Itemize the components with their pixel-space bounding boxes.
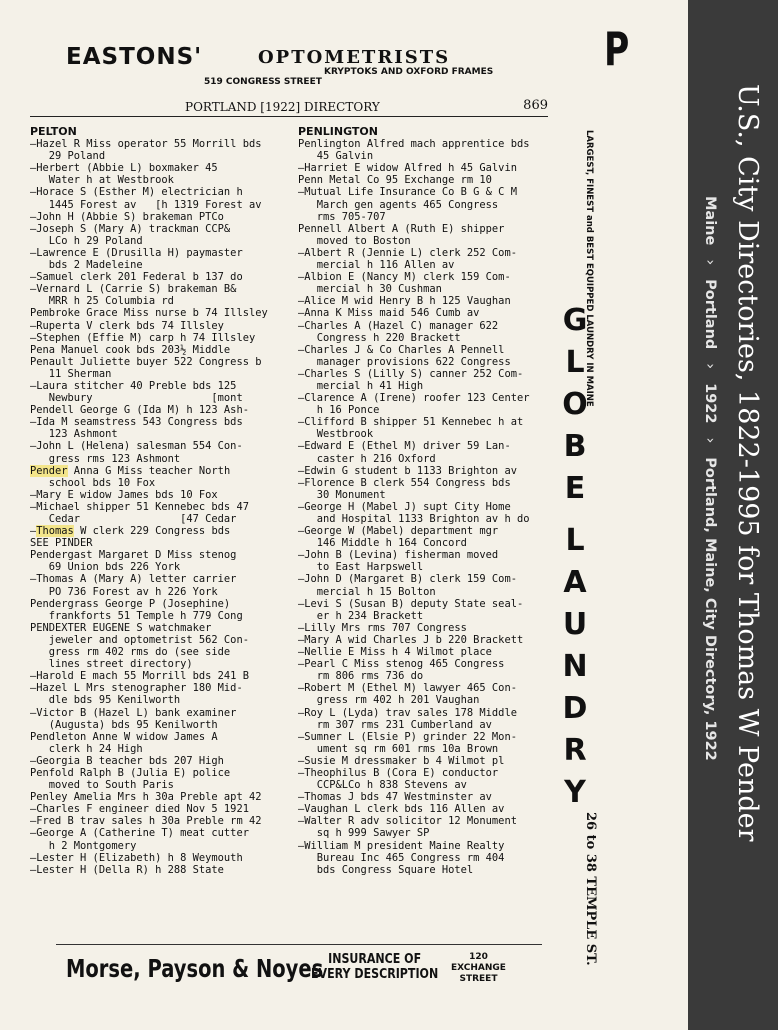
directory-line: mercial h 116 Allen av	[298, 259, 455, 272]
globe-laundry-letter: N	[562, 649, 588, 684]
directory-line: gress rms 123 Ashmont	[30, 452, 181, 465]
eastons-header-ad	[66, 44, 536, 88]
directory-line: —Clifford B shipper 51 Kennebec h at	[298, 416, 524, 429]
directory-line: —Victor B (Hazel L) bank examiner	[30, 706, 237, 719]
directory-line: —Ida M seamstress 543 Congress bds	[30, 416, 243, 429]
directory-line: Westbrook	[298, 428, 374, 441]
directory-line: CCP&LCo h 838 Stevens av	[298, 779, 467, 792]
directory-line: March gen agents 465 Congress	[298, 198, 499, 211]
directory-line: bds 2 Madeleine	[30, 259, 143, 272]
directory-line: Pender Anna G Miss teacher North	[30, 464, 231, 477]
directory-line: —Ruperta V clerk bds 74 Illsley	[30, 319, 224, 332]
directory-line: school bds 10 Fox	[30, 476, 156, 489]
directory-line: —Georgia B teacher bds 207 High	[30, 754, 224, 767]
directory-line: —Michael shipper 51 Kennebec bds 47	[30, 500, 249, 513]
directory-line: lines street directory)	[30, 658, 193, 671]
directory-line: —Roy L (Lyda) trav sales 178 Middle	[298, 706, 517, 719]
directory-line: Penley Amelia Mrs h 30a Preble apt 42	[30, 791, 262, 804]
section-letter: P	[604, 22, 630, 76]
directory-line: moved to South Paris	[30, 779, 174, 792]
breadcrumb-item[interactable]: 1922	[702, 383, 718, 424]
directory-line: —Horace S (Esther M) electrician h	[30, 186, 243, 199]
globe-laundry-letter: U	[562, 607, 588, 642]
directory-line: —Albert R (Jennie L) clerk 252 Com-	[298, 246, 517, 259]
directory-line: —Lilly Mrs rms 707 Congress	[298, 621, 467, 634]
directory-line: Bureau Inc 465 Congress rm 404	[298, 851, 505, 864]
search-highlight: Pender	[30, 464, 68, 477]
directory-line: 45 Galvin	[298, 150, 374, 163]
globe-laundry-letter: L	[565, 523, 585, 558]
directory-line: to East Harpswell	[298, 561, 424, 574]
directory-line: —Robert M (Ethel M) lawyer 465 Con-	[298, 682, 517, 695]
directory-line: —George A (Catherine T) meat cutter	[30, 827, 249, 840]
directory-line: —Florence B clerk 554 Congress bds	[298, 476, 511, 489]
directory-line: 123 Ashmont	[30, 428, 118, 441]
frames-label: KRYPTOKS AND OXFORD FRAMES	[324, 67, 494, 77]
globe-laundry-letter: D	[562, 691, 588, 726]
directory-line: —Harold E mach 55 Morrill bds 241 B	[30, 670, 249, 683]
left-column-entries	[30, 126, 268, 876]
globe-laundry-letter: O	[562, 387, 588, 422]
laundry-tagline: LARGEST, FINEST and BEST EQUIPPED LAUNDRY IN MAINE	[584, 130, 594, 407]
directory-line: Cedar [47 Cedar	[30, 513, 237, 525]
globe-laundry-ad	[555, 300, 595, 814]
directory-line: —John H (Abbie S) brakeman PTCo	[30, 210, 224, 223]
directory-line: —Clarence A (Irene) roofer 123 Center	[298, 392, 530, 405]
directory-line: MRR h 25 Columbia rd	[30, 295, 174, 308]
directory-line: Pendleton Anne W widow James A	[30, 730, 218, 743]
directory-line: Penault Juliette buyer 522 Congress b	[30, 355, 262, 368]
directory-line: —Theophilus B (Cora E) conductor	[298, 766, 499, 779]
directory-line: —Fred B trav sales h 30a Preble rm 42	[30, 815, 262, 828]
morse-payson-noyes: Morse, Payson & Noyes	[66, 954, 324, 983]
directory-line: moved to Boston	[298, 234, 411, 247]
directory-line: —Anna K Miss maid 546 Cumb av	[298, 307, 480, 320]
directory-line: rm 307 rms 231 Cumberland av	[298, 718, 492, 731]
directory-title: PORTLAND [1922] DIRECTORY	[185, 100, 380, 114]
directory-line: 69 Union bds 226 York	[30, 561, 181, 574]
breadcrumb-item[interactable]: Maine	[702, 196, 718, 246]
directory-line: —Alice M wid Henry B h 125 Vaughan	[298, 295, 511, 308]
directory-line: —Lester H (Elizabeth) h 8 Weymouth	[30, 851, 243, 864]
directory-line: 146 Middle h 164 Concord	[298, 537, 467, 550]
directory-line: —Mary E widow James bds 10 Fox	[30, 488, 218, 501]
column-heading: PELTON	[30, 125, 77, 138]
directory-line: caster h 216 Oxford	[298, 452, 436, 465]
running-head	[30, 98, 548, 117]
directory-line: bds Congress Square Hotel	[298, 863, 474, 876]
directory-line: (Augusta) bds 95 Kenilworth	[30, 718, 218, 731]
directory-line: —Hazel R Miss operator 55 Morrill bds	[30, 138, 262, 151]
directory-line: —Charles J & Co Charles A Pennell	[298, 343, 505, 356]
directory-line: —Laura stitcher 40 Preble bds 125	[30, 379, 237, 392]
directory-line: rm 806 rms 736 do	[298, 670, 424, 683]
directory-line: gress rm 402 h 201 Vaughan	[298, 694, 480, 707]
directory-line: h 2 Montgomery	[30, 839, 137, 852]
footer-rule	[56, 944, 542, 945]
directory-line: —George W (Mabel) department mgr	[298, 525, 499, 538]
directory-line: —Sumner L (Elsie P) grinder 22 Mon-	[298, 730, 517, 743]
globe-laundry-letter: L	[565, 345, 585, 380]
globe-laundry-letter: B	[563, 429, 587, 464]
directory-line: —Thomas W clerk 229 Congress bds	[30, 525, 231, 538]
directory-line: —Thomas J bds 47 Westminster av	[298, 791, 492, 804]
directory-line: mercial h 15 Bolton	[298, 585, 436, 598]
right-column-entries	[298, 126, 529, 876]
directory-line: Pennell Albert A (Ruth E) shipper	[298, 222, 505, 235]
directory-line: sq h 999 Sawyer SP	[298, 827, 430, 840]
directory-line: —Charles F engineer died Nov 5 1921	[30, 803, 249, 816]
directory-line: —Lawrence E (Drusilla H) paymaster	[30, 246, 243, 259]
directory-line: —Charles S (Lilly S) canner 252 Com-	[298, 367, 524, 380]
directory-line: LCo h 29 Poland	[30, 234, 143, 247]
directory-line: —Edward E (Ethel M) driver 59 Lan-	[298, 440, 511, 453]
directory-line: Water h at Westbrook	[30, 174, 174, 187]
directory-line: Pendell George G (Ida M) h 123 Ash-	[30, 404, 249, 417]
directory-line: —Thomas A (Mary A) letter carrier	[30, 573, 237, 586]
directory-line: —Hazel L Mrs stenographer 180 Mid-	[30, 682, 243, 695]
directory-line: mercial h 30 Cushman	[298, 283, 442, 296]
directory-line: SEE PINDER	[30, 537, 93, 550]
directory-line: 29 Poland	[30, 150, 106, 163]
eastons-address: 519 CONGRESS STREET	[204, 77, 322, 87]
breadcrumb	[702, 196, 718, 761]
directory-line: 11 Sherman	[30, 367, 112, 380]
directory-line: and Hospital 1133 Brighton av h do	[298, 513, 530, 525]
directory-line: Pendergast Margaret D Miss stenog	[30, 549, 237, 562]
directory-line: rms 705-707	[298, 210, 386, 223]
directory-line: —Charles A (Hazel C) manager 622	[298, 319, 499, 332]
directory-line: h 16 Ponce	[298, 404, 380, 417]
directory-line: Penlington Alfred mach apprentice bds	[298, 138, 530, 151]
directory-line: —Herbert (Abbie L) boxmaker 45	[30, 162, 218, 175]
directory-line: —Vernard L (Carrie S) brakeman B&	[30, 283, 237, 296]
globe-laundry-letter: Y	[564, 775, 586, 810]
footer-address: 120 EXCHANGE STREET	[451, 952, 506, 984]
directory-line: mercial h 41 High	[298, 379, 424, 392]
directory-line: Newbury [mont	[30, 392, 243, 405]
directory-line: —Harriet E widow Alfred h 45 Galvin	[298, 162, 517, 175]
directory-line: Penfold Ralph B (Julia E) police	[30, 766, 231, 779]
directory-line: —Susie M dressmaker b 4 Wilmot pl	[298, 754, 505, 767]
record-title: U.S., City Directories, 1822-1995 for Thomas W Pender	[732, 84, 763, 842]
search-highlight: Thomas	[36, 525, 74, 538]
directory-line: PO 736 Forest av h 226 York	[30, 585, 218, 598]
directory-line: —Samuel clerk 201 Federal b 137 do	[30, 271, 243, 284]
directory-line: Penn Metal Co 95 Exchange rm 10	[298, 174, 492, 187]
directory-line: —Mary A wid Charles J b 220 Brackett	[298, 633, 524, 646]
directory-line: —Nellie E Miss h 4 Wilmot place	[298, 646, 492, 659]
directory-line: manager provisions 622 Congress	[298, 355, 511, 368]
directory-line: —Stephen (Effie M) carp h 74 Illsley	[30, 331, 256, 344]
directory-line: —Mutual Life Insurance Co B G & C M	[298, 186, 517, 199]
directory-line: —John B (Levina) fisherman moved	[298, 549, 499, 562]
insurance-tagline: INSURANCE OF EVERY DESCRIPTION	[311, 952, 439, 982]
footer-ad	[66, 950, 506, 998]
directory-line: —Walter R adv solicitor 12 Monument	[298, 815, 517, 828]
column-heading: PENLINGTON	[298, 125, 378, 138]
globe-laundry-letter: E	[564, 471, 586, 506]
directory-line: —George H (Mabel J) supt City Home	[298, 500, 511, 513]
directory-line: gress rm 402 rms do (see side	[30, 646, 231, 659]
directory-line: PENDEXTER EUGENE S watchmaker	[30, 621, 212, 634]
directory-line: —Levi S (Susan B) deputy State seal-	[298, 597, 524, 610]
chevron-right-icon: ›	[702, 437, 718, 444]
directory-line: —Vaughan L clerk bds 116 Allen av	[298, 803, 505, 816]
optometrists-label: OPTOMETRISTS	[258, 47, 451, 68]
page-number: 869	[523, 98, 548, 113]
temple-street-address: 26 to 38 TEMPLE ST.	[583, 812, 598, 966]
directory-line: —Edwin G student b 1133 Brighton av	[298, 464, 517, 477]
directory-line: jeweler and optometrist 562 Con-	[30, 633, 249, 646]
globe-laundry-letter: R	[563, 733, 587, 768]
directory-line: —William M president Maine Realty	[298, 839, 505, 852]
directory-line: 30 Monument	[298, 488, 386, 501]
directory-line: Pembroke Grace Miss nurse b 74 Illsley	[30, 307, 268, 320]
globe-laundry-letter: G	[562, 303, 588, 338]
breadcrumb-item[interactable]: Portland, Maine, City Directory, 1922	[702, 457, 718, 761]
directory-line: er h 234 Brackett	[298, 609, 424, 622]
directory-line: Pendergrass George P (Josephine)	[30, 597, 231, 610]
directory-line: —Pearl C Miss stenog 465 Congress	[298, 658, 505, 671]
directory-line: —John L (Helena) salesman 554 Con-	[30, 440, 243, 453]
globe-laundry-letter: A	[563, 565, 587, 600]
directory-line: —John D (Margaret B) clerk 159 Com-	[298, 573, 517, 586]
chevron-right-icon: ›	[702, 259, 718, 266]
directory-line: —Albion E (Nancy M) clerk 159 Com-	[298, 271, 511, 284]
directory-line: frankforts 51 Temple h 779 Cong	[30, 609, 243, 622]
eastons-brand: EASTONS'	[66, 44, 203, 70]
directory-line: ument sq rm 601 rms 10a Brown	[298, 742, 499, 755]
directory-line: clerk h 24 High	[30, 742, 143, 755]
directory-line: Congress h 220 Brackett	[298, 331, 461, 344]
chevron-right-icon: ›	[702, 363, 718, 370]
directory-line: —Joseph S (Mary A) trackman CCP&	[30, 222, 231, 235]
directory-line: dle bds 95 Kenilworth	[30, 694, 181, 707]
breadcrumb-item[interactable]: Portland	[702, 279, 718, 350]
directory-line: Pena Manuel cook bds 203½ Middle	[30, 343, 231, 356]
directory-line: —Lester H (Della R) h 288 State	[30, 863, 224, 876]
directory-line: 1445 Forest av [h 1319 Forest av	[30, 198, 262, 211]
